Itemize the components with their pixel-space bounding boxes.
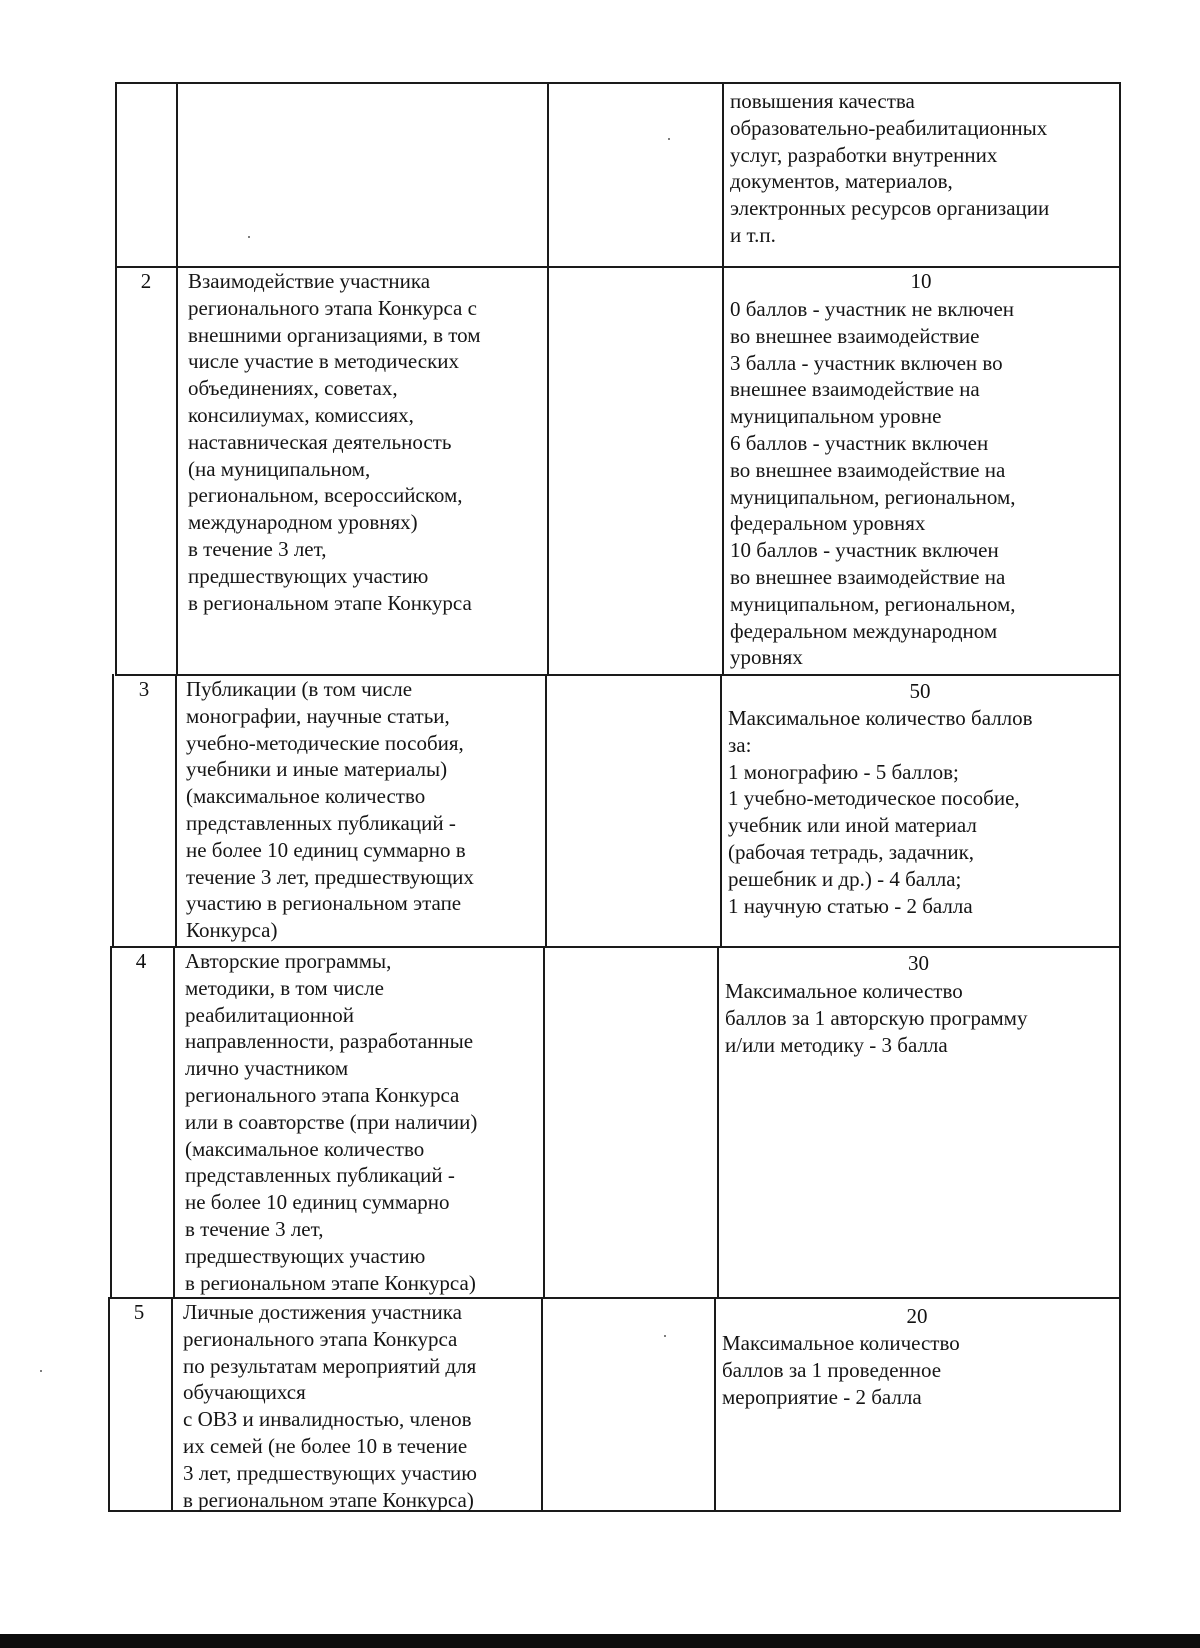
column-divider (173, 946, 175, 1297)
table-left-border (115, 82, 117, 674)
score-description: Максимальное количество баллов за: 1 монографию - 5 баллов; 1 учебно-методическое пособие, учебник или иной материал (рабочая тетрадь, задачник, решебник и др.) - 4 балла; 1 научную статью - 2 балла (728, 706, 1033, 918)
criterion-text: Личные достижения участника регионального этапа Конкурса по результатам мероприятий для обучающихся с ОВЗ и инвалидностью, членов их семей (не более 10 в течение 3 лет, предшествующих участию в региональном этапе Конкурса) (183, 1300, 477, 1512)
column-divider (543, 946, 545, 1297)
table-right-border (1119, 82, 1121, 1512)
row-number: 3 (138, 677, 150, 701)
max-score: 20 (906, 1304, 928, 1328)
column-divider (720, 674, 722, 946)
max-score: 50 (909, 679, 931, 703)
column-divider (722, 82, 724, 674)
column-divider (717, 946, 719, 1297)
criterion-text: Публикации (в том числе монографии, научные статьи, учебно-методические пособия, учебники и иные материалы) (максимальное количество представленных публикаций - не более 10 единиц суммарно в течение 3 лет, предшествующих участию в региональном этапе Конкурса) (186, 677, 474, 943)
table-top-border (115, 82, 1121, 84)
scan-edge-bar (0, 1634, 1200, 1648)
column-divider (545, 674, 547, 946)
column-divider (714, 1297, 716, 1512)
max-score: 30 (908, 951, 929, 975)
score-description: 0 баллов - участник не включен во внешнее взаимодействие 3 балла - участник включен во внешнее взаимодействие на муниципальном уровне 6 баллов - участник включен во внешнее взаимодействие на муниципальном, региональном, федеральном уровнях 10 баллов - участник включен во внешнее взаимодействие на муниципальном, региональном, федеральном международном уровнях (730, 297, 1016, 670)
column-divider (176, 82, 178, 674)
column-divider (541, 1297, 543, 1512)
row-number: 5 (133, 1300, 145, 1324)
scan-speck (664, 1335, 666, 1337)
scan-speck (668, 138, 670, 140)
score-description: повышения качества образовательно-реабилитационных услуг, разработки внутренних документов, материалов, электронных ресурсов организации и т.п. (730, 89, 1050, 247)
column-divider (171, 1297, 173, 1512)
score-description: Максимальное количество баллов за 1 проведенное мероприятие - 2 балла (722, 1331, 960, 1409)
row-number: 2 (140, 269, 152, 293)
scan-speck (40, 1370, 42, 1372)
table-left-border (112, 674, 114, 946)
table-left-border (108, 1297, 110, 1512)
scan-speck (248, 236, 250, 238)
score-description: Максимальное количество баллов за 1 авторскую программу и/или методику - 3 балла (725, 979, 1028, 1057)
column-divider (175, 674, 177, 946)
row-number: 4 (135, 949, 147, 973)
criterion-text: Авторские программы, методики, в том числе реабилитационной направленности, разработанные лично участником регионального этапа Конкурса или в соавторстве (при наличии) (максимальное количество представленных публикаций - не более 10 единиц суммарно в течение 3 лет, предшествующих участию в региональном этапе Конкурса) (185, 949, 478, 1295)
criterion-text: Взаимодействие участника регионального этапа Конкурса с внешними организациями, в том числе участие в методических объединениях, советах, консилиумах, комиссиях, наставническая деятельность (на муниципальном, региональном, всероссийском, международном уровнях) в течение 3 лет, предшествующих участию в региональном этапе Конкурса (188, 269, 481, 615)
max-score: 10 (910, 269, 932, 293)
column-divider (547, 82, 549, 674)
table-left-border (110, 946, 112, 1297)
